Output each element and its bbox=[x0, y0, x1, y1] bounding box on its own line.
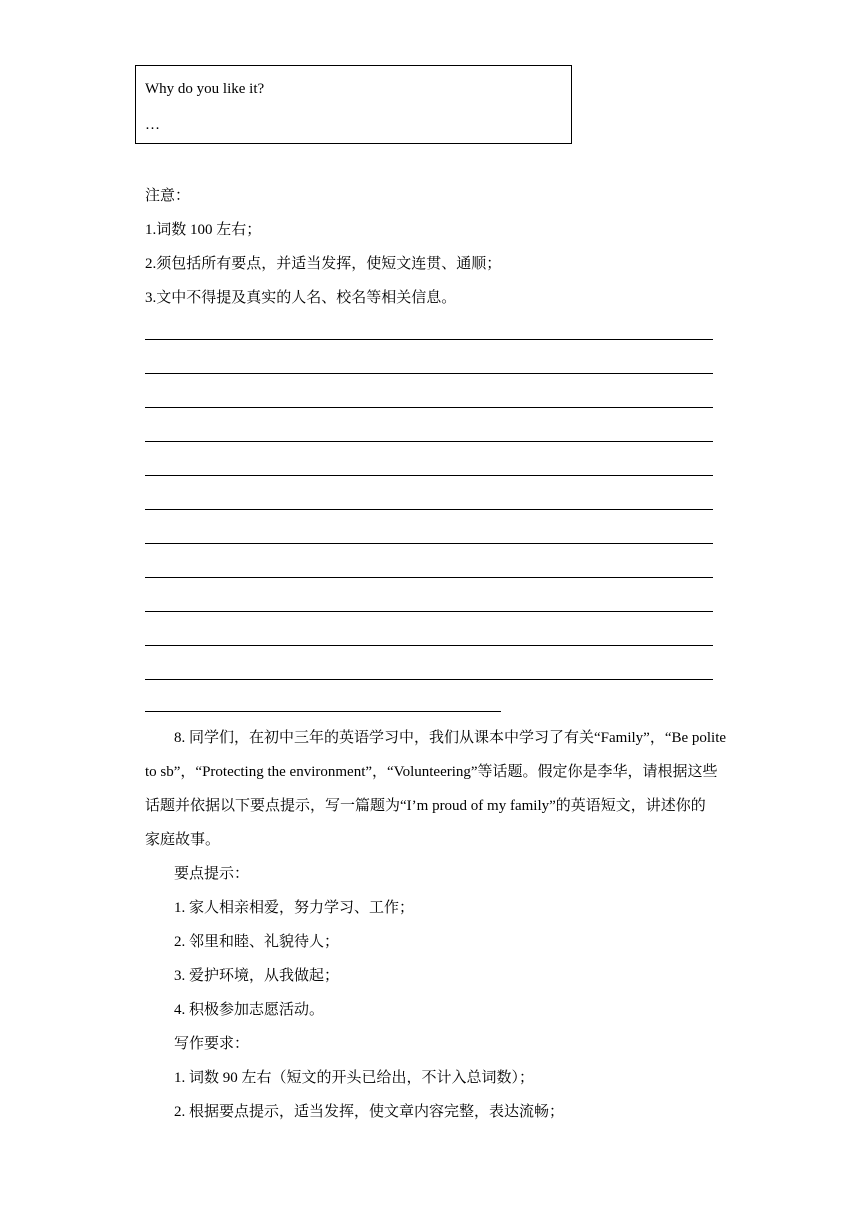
point-item-1: 1. 家人相亲相爱，努力学习、工作； bbox=[174, 900, 415, 916]
writing-line bbox=[145, 373, 713, 374]
question-box bbox=[135, 65, 572, 144]
writing-line bbox=[145, 543, 713, 544]
q8-line-3: 话题并依据以下要点提示，写一篇题为“I’m proud of my family”的英语短文，讲述你的 bbox=[145, 798, 706, 814]
writing-line bbox=[145, 407, 713, 408]
writing-line bbox=[145, 339, 713, 340]
box-question-text: Why do you like it? bbox=[145, 81, 265, 97]
points-heading: 要点提示： bbox=[174, 866, 250, 882]
writing-line bbox=[145, 509, 713, 510]
q8-line-4: 家庭故事。 bbox=[145, 832, 221, 848]
writing-line bbox=[145, 645, 713, 646]
box-ellipsis: … bbox=[145, 117, 160, 133]
requirement-item-2: 2. 根据要点提示，适当发挥，使文章内容完整，表达流畅； bbox=[174, 1104, 565, 1120]
writing-line bbox=[145, 441, 713, 442]
requirement-item-1: 1. 词数 90 左右（短文的开头已给出，不计入总词数）； bbox=[174, 1070, 535, 1086]
q8-line-1: 8. 同学们，在初中三年的英语学习中，我们从课本中学习了有关“Family”，“Be polite bbox=[174, 730, 727, 746]
point-item-2: 2. 邻里和睦、礼貌待人； bbox=[174, 934, 340, 950]
note-item-2: 2.须包括所有要点，并适当发挥，使短文连贯、通顺； bbox=[145, 256, 502, 272]
requirements-heading: 写作要求： bbox=[174, 1036, 250, 1052]
point-item-3: 3. 爱护环境，从我做起； bbox=[174, 968, 340, 984]
notes-heading: 注意： bbox=[145, 188, 191, 204]
writing-line bbox=[145, 679, 713, 680]
point-item-4: 4. 积极参加志愿活动。 bbox=[174, 1002, 325, 1018]
writing-line bbox=[145, 611, 713, 612]
note-item-3: 3.文中不得提及真实的人名、校名等相关信息。 bbox=[145, 290, 457, 306]
writing-line bbox=[145, 475, 713, 476]
writing-line bbox=[145, 577, 713, 578]
note-item-1: 1.词数 100 左右； bbox=[145, 222, 262, 238]
writing-line-short bbox=[145, 711, 501, 712]
q8-line-2: to sb”，“Protecting the environment”，“Volunteering”等话题。假定你是李华，请根据这些 bbox=[145, 764, 718, 780]
